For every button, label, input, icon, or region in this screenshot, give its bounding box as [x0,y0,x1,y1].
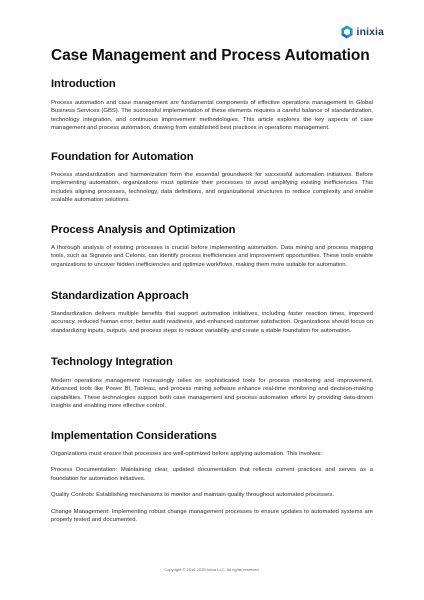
section-foundation-for-automation [51,151,373,205]
section-paragraph: Modern operations management increasingly relies on sophisticated tools for process monitoring and improvement. Advanced tools like Power BI, Tableau, and process mining software enhance real-time monitoring and decision-making capabilities. These technologies support both case management and process automation efforts by providing data-driven insights and enabling more effective control. [51,378,373,410]
section-process-analysis [51,224,373,269]
brand-name: inixia [356,26,384,38]
section-heading: Standardization Approach [51,290,189,302]
section-paragraph: Change Management: Implementing robust change management processes to ensure updates to automated systems are properly tested and documented. [51,508,373,524]
section-heading: Process Analysis and Optimization [51,224,236,236]
section-standardization-approach [51,290,373,335]
document-title: Case Management and Process Automation [51,47,370,64]
brand-logo [340,25,384,39]
section-heading: Introduction [51,78,116,90]
section-paragraph: Process automation and case management are fundamental components of effective operations management in Global Business Services (GBS). The successful implementation of these elements requires a careful balance of standardization, technology integration, and continuous improvement methodologies. This article explores the key aspects of case management and process automation, drawing from established best practices in operations management. [51,100,373,132]
section-paragraph: Quality Controls: Establishing mechanisms to monitor and maintain quality throughout automated processes. [51,492,334,499]
section-paragraph: Organizations must ensure that processes are well-optimized before applying automation. This involves: [51,451,322,457]
section-paragraph: A thorough analysis of existing processes is crucial before implementing automation. Data mining and process mapping tools, such as Signavio and Celonis, can identify process inefficiencies and improvement opportunities. These tools enable organizations to uncover hidden inefficiencies and optimize workflows, making them more suitable for automation. [51,245,373,268]
section-heading: Foundation for Automation [51,151,194,163]
section-paragraph: Process Documentation: Maintaining clear, updated documentation that reflects current practices and serves as a foundation for automation initiatives. [51,467,373,482]
section-paragraph: Standardization delivers multiple benefits that support automation initiatives, including faster reaction times, improved accuracy, reduced human error, better audit readiness, and enhanced customer satisfaction. Organizations should focus on standardizing inputs, outputs, and process steps to reduce variability and create a stable foundation for automation. [51,311,373,334]
page-footer-copyright: Copyright © 2016-2025 Inixia LLC. All rights reserved. [164,567,260,572]
section-technology-integration [51,356,373,411]
section-paragraph: Process standardization and harmonization form the essential groundwork for successful automation initiatives. Before implementing automation, organizations must optimize their processes to avoid amplifying existing inefficiencies. This includes aligning processes, technology, data definitions, and organizational structures to reduce complexity and enable scalable automation solutions. [51,172,373,204]
inixia-logo-icon [340,25,354,39]
section-heading: Implementation Considerations [51,430,217,442]
section-implementation-considerations [51,430,373,524]
section-introduction [51,78,373,133]
section-heading: Technology Integration [51,356,173,368]
